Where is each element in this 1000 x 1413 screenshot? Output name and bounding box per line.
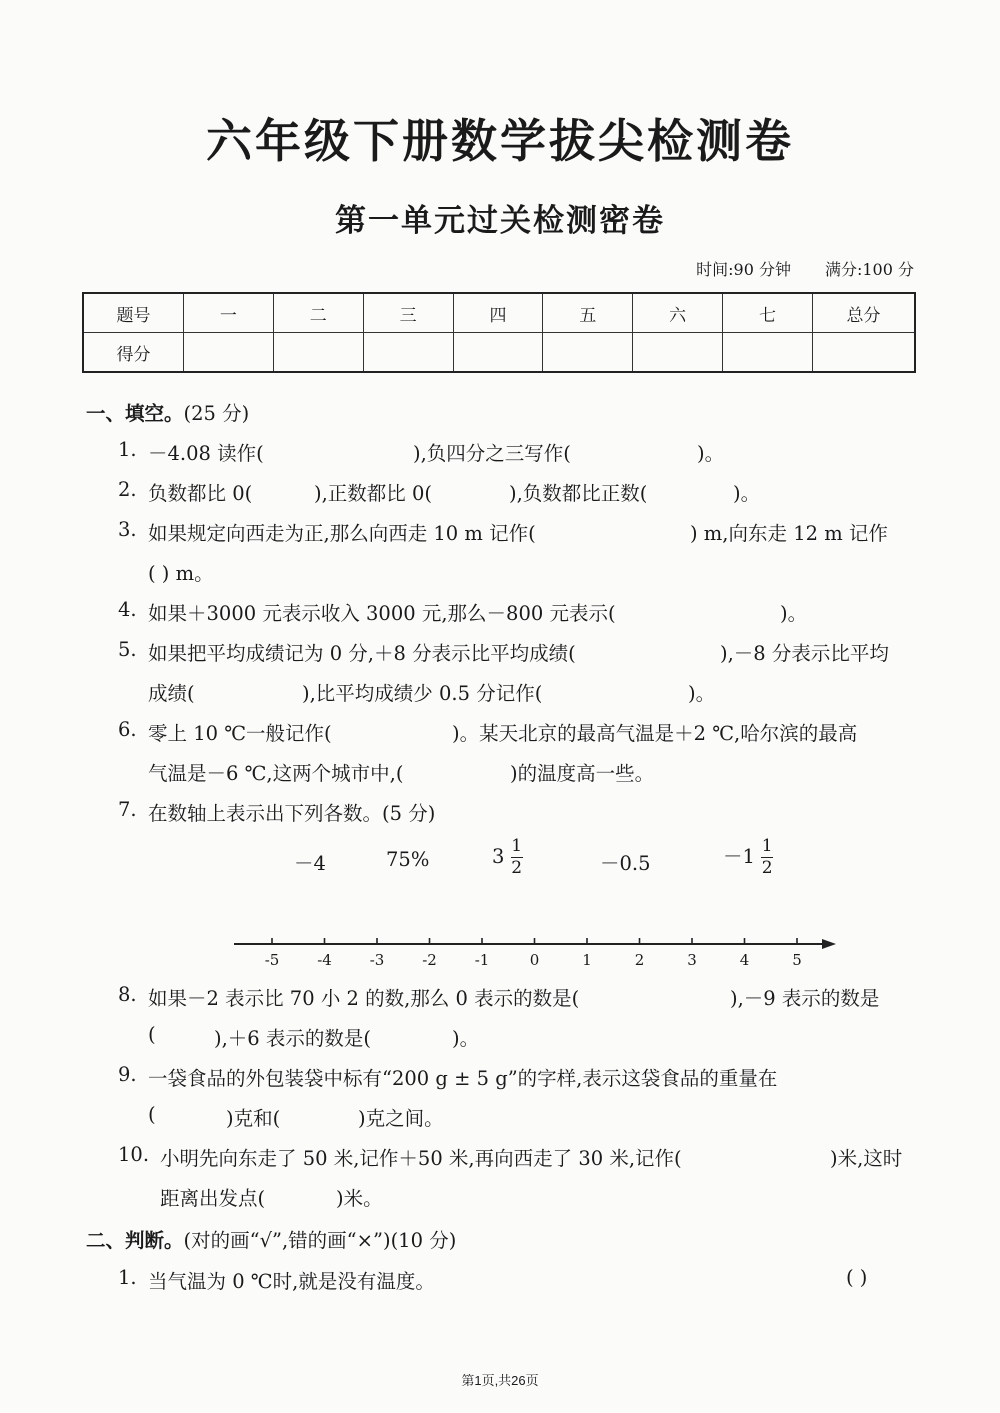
- full-score: 满分:100 分: [824, 260, 914, 279]
- q4-text-a: 如果＋3000 元表示收入 3000 元,那么－800 元表示(: [148, 602, 616, 625]
- q8-text-e: )。: [452, 1027, 480, 1050]
- q10-text-b: )米,这时: [830, 1147, 903, 1170]
- q7-text: 在数轴上表示出下列各数。(5 分): [148, 802, 436, 825]
- whole-part: 3: [492, 845, 505, 868]
- number-line-ticks: [265, 938, 802, 969]
- number-line-tick-label: 2: [634, 951, 645, 969]
- q5-text-e: )。: [688, 682, 716, 705]
- q6-text-b: )。某天北京的最高气温是＋2 ℃,哈尔滨的最高: [452, 722, 858, 745]
- denominator: 2: [511, 858, 523, 878]
- section-title: 二、判断。: [86, 1229, 184, 1252]
- score-cell[interactable]: [543, 333, 633, 373]
- q8-text-c: (: [148, 1023, 156, 1046]
- exam-title: 六年级下册数学拔尖检测卷: [206, 114, 794, 168]
- q9-text-c: )克和(: [226, 1107, 281, 1130]
- q5-text-c: 成绩(: [148, 682, 195, 705]
- q7-number-5: [723, 838, 773, 877]
- q5-text-a: 如果把平均成绩记为 0 分,＋8 分表示比平均成绩(: [148, 642, 576, 665]
- score-cell[interactable]: [453, 333, 543, 373]
- numerator: 1: [761, 836, 773, 856]
- number-line-tick-label: -5: [264, 951, 280, 969]
- q1-text-a: －4.08 读作(: [148, 442, 264, 465]
- q2-text-d: )。: [733, 482, 761, 505]
- score-cell[interactable]: [723, 333, 813, 373]
- page-footer: 第1页,共26页: [461, 1373, 539, 1388]
- q5-text-d: ),比平均成绩少 0.5 分记作(: [302, 682, 543, 705]
- q4-text-b: )。: [780, 602, 808, 625]
- score-cell[interactable]: [273, 333, 363, 373]
- number-line-tick-label: -1: [474, 951, 490, 969]
- s2-question-1-text: 当气温为 0 ℃时,就是没有温度。: [148, 1270, 435, 1293]
- question-6-number: 6.: [118, 718, 137, 741]
- table-cell: 五: [543, 293, 633, 333]
- question-number: 1.: [118, 438, 137, 461]
- numerator: 1: [511, 836, 523, 856]
- score-table: [82, 292, 916, 373]
- question-7-number: 7.: [118, 798, 137, 821]
- q8-text-a: 如果－2 表示比 70 小 2 的数,那么 0 表示的数是(: [148, 987, 580, 1010]
- q1-text-c: )。: [697, 442, 725, 465]
- fraction: [511, 838, 523, 877]
- section-instruction: (对的画“√”,错的画“×”)(10 分): [183, 1229, 457, 1252]
- q3-text-b: ) m,向东走 12 m 记作: [690, 522, 888, 545]
- q9-text-d: )克之间。: [358, 1107, 444, 1130]
- table-cell: 三: [363, 293, 453, 333]
- number-line-tick-label: 4: [739, 951, 750, 969]
- q8-text-d: ),＋6 表示的数是(: [214, 1027, 372, 1050]
- question-10-number: 10.: [118, 1143, 150, 1166]
- q9-text-b: (: [148, 1103, 156, 1126]
- whole-part: －1: [723, 845, 755, 868]
- denominator: 2: [761, 858, 773, 878]
- question-9-number: 9.: [118, 1063, 137, 1086]
- number-line-tick-label: -2: [422, 951, 437, 969]
- question-1: [118, 438, 137, 461]
- q8-text-b: ),－9 表示的数是: [730, 987, 880, 1010]
- q6-text-d: )的温度高一些。: [510, 762, 655, 785]
- number-line-tick-label: 3: [687, 951, 697, 969]
- question-3-number: 3.: [118, 518, 137, 541]
- table-cell: 题号: [83, 293, 184, 333]
- number-line-tick-label: -3: [369, 951, 385, 969]
- question-8-number: 8.: [118, 983, 137, 1006]
- q1-text-b: ),负四分之三写作(: [413, 442, 571, 465]
- number-line-tick-label: -4: [317, 951, 332, 969]
- answer-paren[interactable]: ( ): [846, 1266, 868, 1289]
- q3-text-a: 如果规定向西走为正,那么向西走 10 m 记作(: [148, 522, 536, 545]
- score-cell[interactable]: [633, 333, 723, 373]
- q2-text-b: ),正数都比 0(: [314, 482, 433, 505]
- fraction: [761, 838, 773, 877]
- score-cell[interactable]: [813, 333, 916, 373]
- q5-text-b: ),－8 分表示比平均: [720, 642, 889, 665]
- q3-text-line2: ( ) m。: [148, 562, 214, 585]
- s2-question-1-number: 1.: [118, 1266, 137, 1289]
- section-1-heading: [86, 398, 249, 426]
- section-points: (25 分): [183, 402, 250, 425]
- q6-text-a: 零上 10 ℃一般记作(: [148, 722, 332, 745]
- q9-text-a: 一袋食品的外包装袋中标有“200 g ± 5 g”的字样,表示这袋食品的重量在: [148, 1067, 778, 1090]
- score-cell[interactable]: [363, 333, 453, 373]
- table-cell: 一: [184, 293, 274, 333]
- time-limit: 时间:90 分钟: [696, 260, 791, 279]
- score-table-score-row: [83, 333, 915, 373]
- q10-text-c: 距离出发点(: [160, 1187, 266, 1210]
- question-5-number: 5.: [118, 638, 137, 661]
- section-2-heading: [86, 1225, 456, 1253]
- section-title: 一、填空。: [86, 402, 184, 425]
- q10-text-a: 小明先向东走了 50 米,记作＋50 米,再向西走了 30 米,记作(: [160, 1147, 682, 1170]
- question-2-number: 2.: [118, 478, 137, 501]
- question-4-number: 4.: [118, 598, 137, 621]
- q7-number-2: 75%: [386, 848, 430, 871]
- score-table-header-row: [83, 293, 915, 333]
- table-cell: 四: [453, 293, 543, 333]
- score-cell[interactable]: [184, 333, 274, 373]
- q2-text-c: ),负数都比正数(: [509, 482, 648, 505]
- q10-text-d: )米。: [336, 1187, 383, 1210]
- exam-meta: [696, 257, 914, 280]
- number-line-tick-label: 5: [792, 951, 802, 969]
- number-line-tick-label: 0: [529, 951, 540, 969]
- q2-text-a: 负数都比 0(: [148, 482, 253, 505]
- table-cell: 六: [633, 293, 723, 333]
- table-cell: 总分: [813, 293, 916, 333]
- q7-number-3: [492, 838, 523, 877]
- q6-text-c: 气温是－6 ℃,这两个城市中,(: [148, 762, 404, 785]
- table-cell: 得分: [83, 333, 184, 373]
- number-line-arrow: [822, 939, 836, 949]
- q7-number-1: －4: [294, 852, 326, 875]
- exam-subtitle: 第一单元过关检测密卷: [335, 203, 665, 239]
- number-line[interactable]: [228, 928, 848, 972]
- q7-number-4: －0.5: [600, 852, 651, 875]
- number-line-tick-label: 1: [582, 951, 592, 969]
- table-cell: 七: [723, 293, 813, 333]
- table-cell: 二: [273, 293, 363, 333]
